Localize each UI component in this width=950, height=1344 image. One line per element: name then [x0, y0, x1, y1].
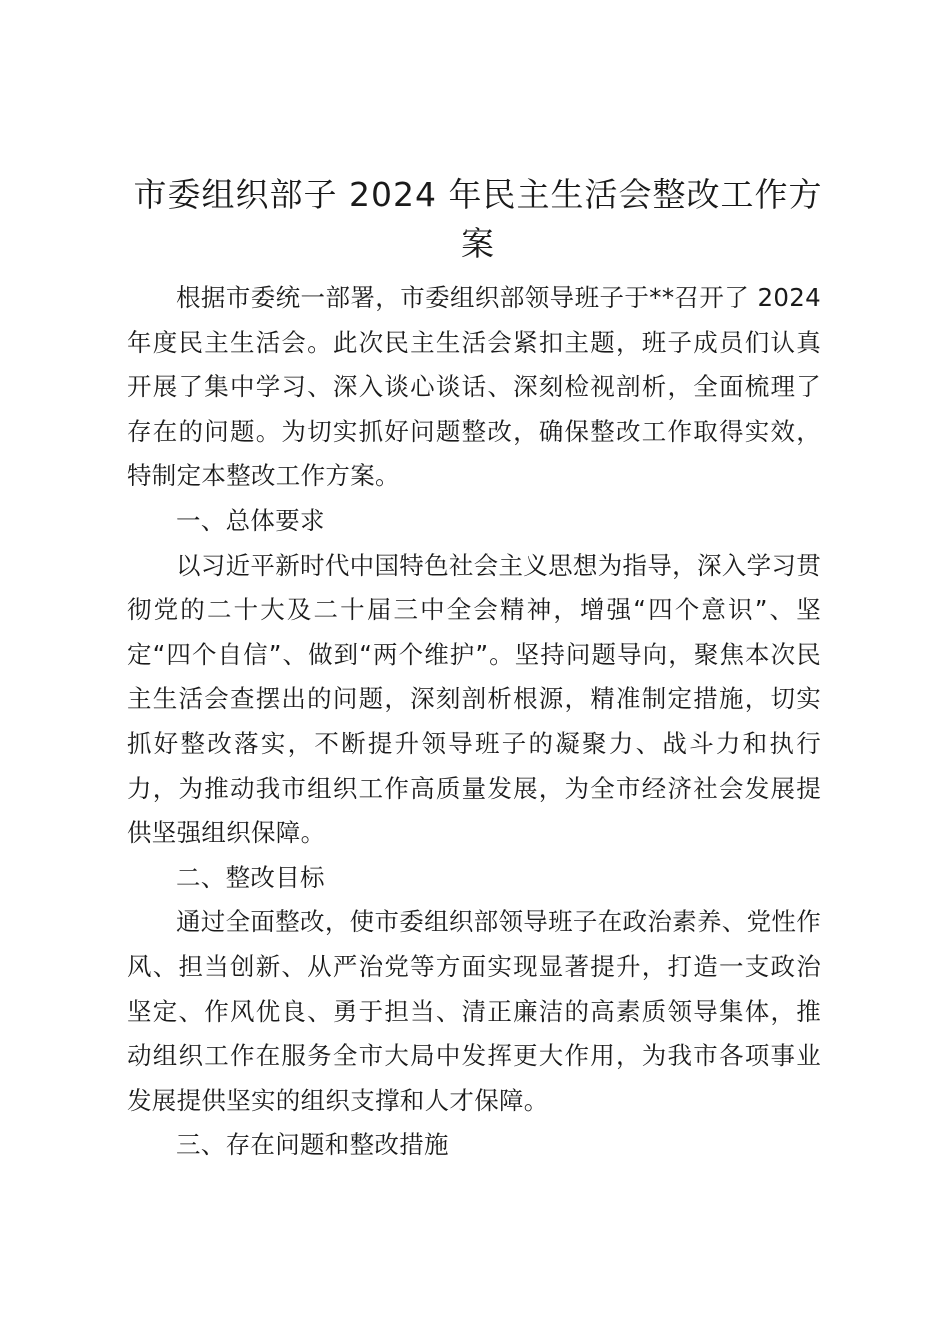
document-body [127, 276, 821, 1168]
section-2-paragraph: 通过全面整改，使市委组织部领导班子在政治素养、党性作风、担当创新、从严治党等方面实现显著提升，打造一支政治坚定、作风优良、勇于担当、清正廉洁的高素质领导集体，推动组织工作在服务全市大局中发挥更大作用，为我市各项事业发展提供坚实的组织支撑和人才保障。 [127, 907, 821, 1115]
section-1-heading: 一、总体要求 [176, 505, 325, 535]
document-title: 市委组织部子 2024 年民主生活会整改工作方案 [133, 175, 823, 263]
section-2-heading: 二、整改目标 [176, 862, 325, 892]
section-3-heading: 三、存在问题和整改措施 [176, 1130, 449, 1160]
intro-paragraph: 根据市委统一部署，市委组织部领导班子于**召开了 2024 年度民主生活会。此次民主生活会紧扣主题，班子成员们认真开展了集中学习、深入谈心谈话、深刻检视剖析，全面梳理了存在的问题。为切实抓好问题整改，确保整改工作取得实效，特制定本整改工作方案。 [127, 283, 821, 491]
section-1-paragraph: 以习近平新时代中国特色社会主义思想为指导，深入学习贯彻党的二十大及二十届三中全会精神，增强“四个意识”、坚定“四个自信”、做到“两个维护”。坚持问题导向，聚焦本次民主生活会查摆出的问题，深刻剖析根源，精准制定措施，切实抓好整改落实，不断提升领导班子的凝聚力、战斗力和执行力，为推动我市组织工作高质量发展，为全市经济社会发展提供坚强组织保障。 [127, 550, 821, 848]
